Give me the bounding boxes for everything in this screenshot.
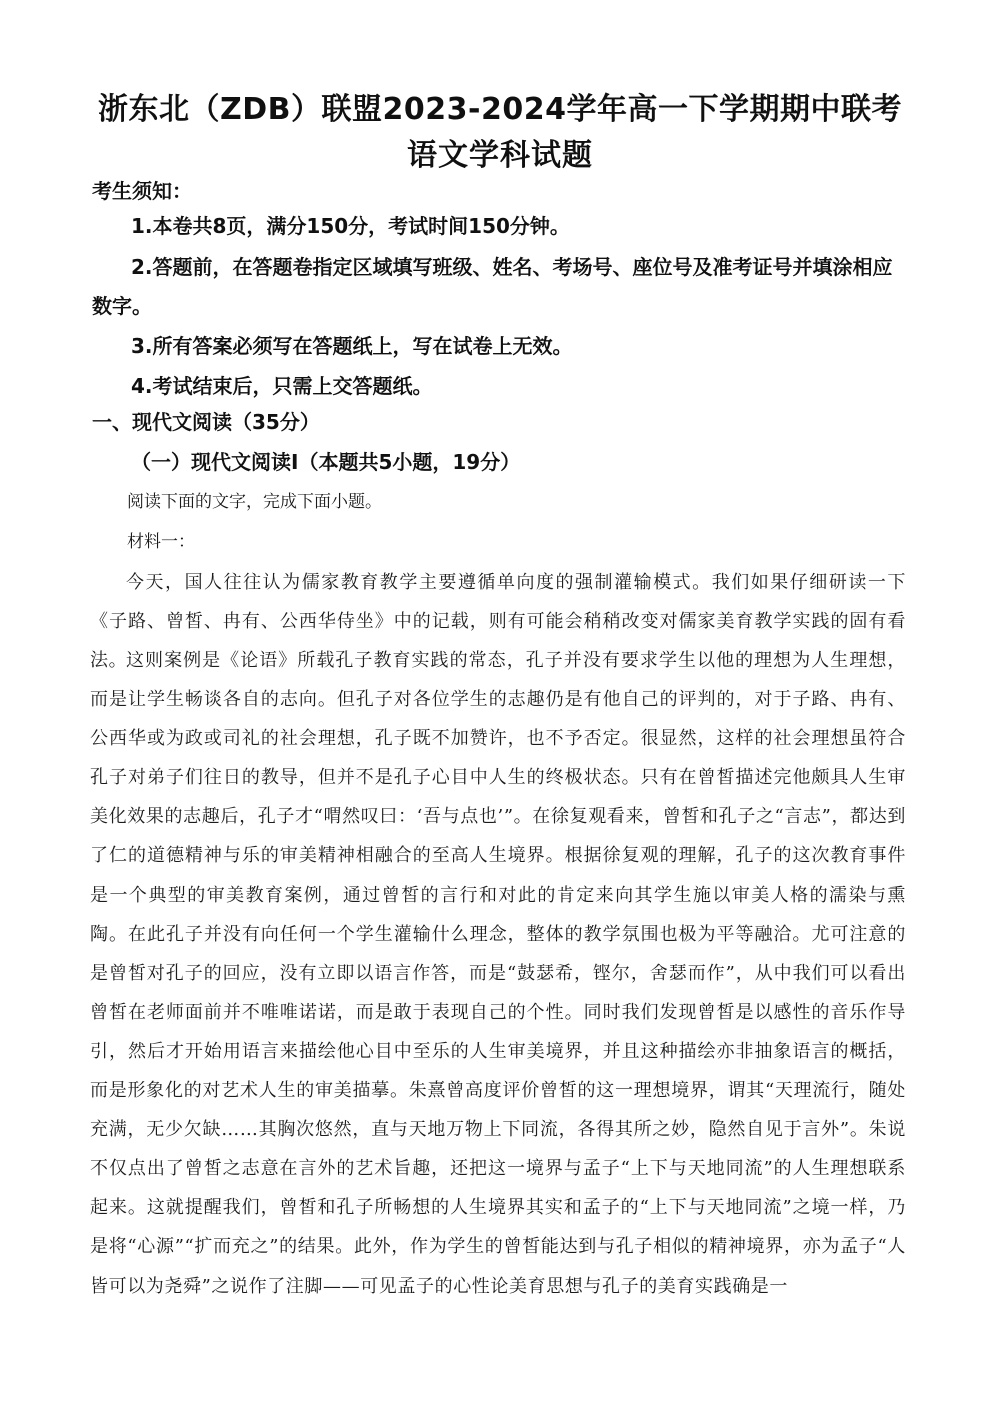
- notice-heading: 考生须知：: [92, 179, 192, 203]
- exam-title: 浙东北（ZDB）联盟2023-2024学年高一下学期期中联考: [98, 92, 902, 127]
- section-heading: 一、现代文阅读（35分）: [92, 410, 320, 434]
- material-label: 材料一：: [127, 532, 195, 552]
- paragraph-1: 今天，国人往往认为儒家教育教学主要遵循单向度的强制灌输模式。我们如果仔细研读一下《子路、曾皙、冉有、公西华侍坐》中的记载，则有可能会稍稍改变对儒家美育教学实践的固有看法。: [90, 572, 906, 672]
- exam-subject-title: 语文学科试题: [407, 138, 593, 173]
- notice-item-2-continued: 数字。: [92, 294, 152, 318]
- notice-item-2: 2.答题前，在答题卷指定区域填写班级、姓名、考场号、座位号及准考证号并填涂相应: [131, 255, 893, 279]
- notice-item-3: 3.所有答案必须写在答题纸上，写在试卷上无效。: [131, 334, 573, 358]
- paragraph-2: 这则案例是《论语》所载孔子教育实践的常态，孔子并没有要求学生以他的理想为人生理想，而是让学生畅谈各自的志向。但孔子对各位学生的志趣仍是有他自己的评判的，对于子路、冉有、公西华或为政或司礼的社会理想，孔子既不加赞许，也不予否定。很显然，这样的社会理想虽符合孔子对弟子们往日的教导，但并不是孔子心目中人生的终极状态。只有在曾皙描述完他颇具人生审美化效果的志趣后，孔子才“喟然叹曰：‘吾与点也’”。在徐复观看来，曾皙和孔子之“言志”，都达到了仁的道德精神与乐的审美精神相融合的至高人生境界。根据徐复观的理解，孔子的这次教育事件是一个典型的审美教育案例，通过曾皙的言行和对此的肯定来向其学生施以审美人格的濡染与熏陶。在此孔子并没有向任何一个学生灌输什么理念，整体的教学氛围也极为平等融洽。尤可注意的是曾皙对孔子的回应，没有立即以语言作答，而是“鼓瑟希，铿尔，舍瑟而作”，从中我们可以看出曾皙在老师面前并不唯唯诺诺，而是敢于表现自己的个性。同时我们发现曾皙是以感性的音乐作导引，然后才开始用语言来描绘他心目中至乐的人生审美境界，并且这种描绘亦非抽象语言的概括，而是形象化的对艺术人生的审美描摹。朱熹曾高度评价曾皙的这一理想境界，谓其“天理流行，随处充满，无少欠缺……其胸次悠然，直与天地万物上下同流，各得其所之妙，隐然自见于言外”。朱说不仅点出了曾皙之志意在言外的艺术旨趣，还把这一境界与孟子“上下与天地同流”的人生理想联系起来。这就提醒我们，曾皙和孔子所畅想的人生境界其实和孟子的“上下与天地同流”之境一样，乃是将“心源”“扩而充之”的结果。此外，作为学生的曾皙能达到与孔子相似的精神境界，亦为孟子“人皆可以为尧舜”之说作了注脚——可见孟子的心性论美育思想与孔子的美育实践确是一: [90, 650, 906, 1297]
- notice-item-4: 4.考试结束后，只需上交答题纸。: [131, 374, 433, 398]
- reading-instruction: 阅读下面的文字，完成下面小题。: [127, 492, 382, 512]
- notice-item-1: 1.本卷共8页，满分150分，考试时间150分钟。: [131, 214, 570, 238]
- subsection-heading: （一）现代文阅读Ⅰ（本题共5小题，19分）: [131, 450, 521, 474]
